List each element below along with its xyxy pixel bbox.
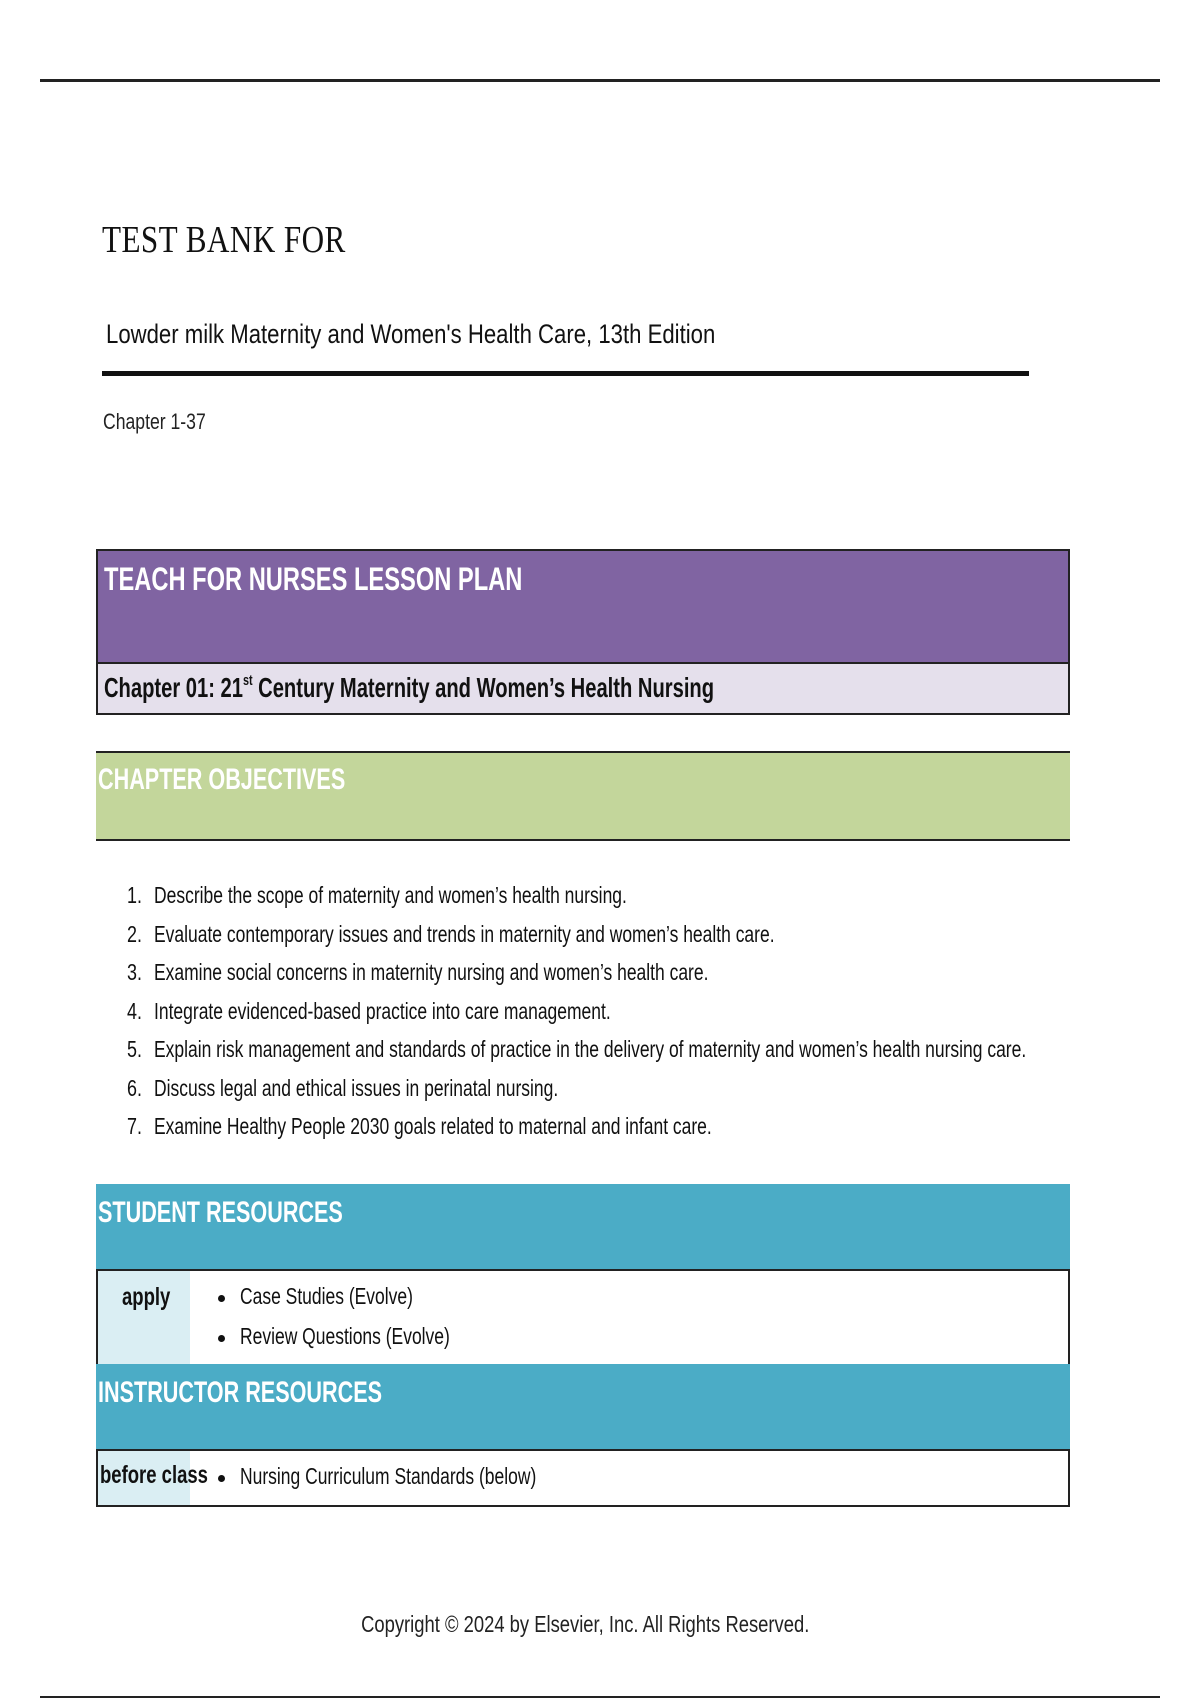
- student-resources-section: [96, 1184, 1070, 1364]
- resource-item-text: Nursing Curriculum Standards (below): [240, 1463, 537, 1489]
- instructor-resources-section: [96, 1364, 1070, 1507]
- bullet-icon: [218, 1335, 225, 1342]
- lesson-plan-header: [98, 551, 1068, 664]
- objective-text: Integrate evidenced-based practice into care management.: [154, 997, 611, 1024]
- chapter-heading: [104, 672, 714, 704]
- student-resources-label-cell: [98, 1271, 190, 1364]
- bottom-rule: [40, 1696, 1160, 1698]
- student-resources-label: apply: [122, 1283, 171, 1311]
- copyright-footer: Copyright © 2024 by Elsevier, Inc. All Rights Reserved.: [361, 1611, 810, 1637]
- objectives-header-box: [96, 751, 1070, 841]
- objective-number: 1.: [127, 882, 142, 908]
- objective-text: Examine Healthy People 2030 goals related to maternal and infant care.: [154, 1113, 712, 1139]
- objective-text: Explain risk management and standards of practice in the delivery of maternity and women’s health nursing care.: [154, 1036, 1027, 1062]
- objective-number: 6.: [127, 1074, 142, 1101]
- resource-item-text: Case Studies (Evolve): [240, 1283, 413, 1309]
- bullet-icon: [218, 1475, 225, 1482]
- instructor-resources-header-box: [96, 1364, 1070, 1451]
- objective-text: Evaluate contemporary issues and trends in maternity and women’s health care.: [154, 920, 775, 947]
- instructor-resources-header: INSTRUCTOR RESOURCES: [98, 1376, 383, 1409]
- student-resources-row: [96, 1271, 1070, 1364]
- objective-number: 3.: [127, 959, 142, 985]
- student-resources-header: STUDENT RESOURCES: [98, 1196, 343, 1229]
- objective-number: 2.: [127, 920, 142, 947]
- objective-text: Discuss legal and ethical issues in perinatal nursing.: [154, 1074, 559, 1101]
- chapter-heading-prefix: Chapter 01: 21: [104, 672, 243, 703]
- bullet-icon: [218, 1295, 225, 1302]
- chapter-heading-superscript: st: [242, 672, 253, 689]
- objective-number: 5.: [127, 1036, 142, 1062]
- instructor-resources-label: before class: [100, 1461, 208, 1489]
- student-resources-header-box: [96, 1184, 1070, 1271]
- lesson-plan-title: TEACH FOR NURSES LESSON PLAN: [104, 561, 523, 597]
- chapter-range: Chapter 1-37: [103, 409, 206, 434]
- instructor-resources-row: [96, 1451, 1070, 1507]
- objectives-header: CHAPTER OBJECTIVES: [98, 763, 346, 796]
- objective-number: 7.: [127, 1113, 142, 1139]
- resource-item-text: Review Questions (Evolve): [240, 1323, 450, 1349]
- title-underline: [102, 371, 1029, 376]
- book-title: Lowder milk Maternity and Women's Health Care, 13th Edition: [106, 319, 716, 349]
- objective-text: Examine social concerns in maternity nursing and women’s health care.: [154, 959, 709, 985]
- chapter-bar: [98, 664, 1068, 713]
- lesson-plan-box: [96, 549, 1070, 715]
- chapter-heading-suffix: Century Maternity and Women’s Health Nursing: [252, 672, 715, 703]
- document-title: TEST BANK FOR: [102, 219, 346, 261]
- top-rule: [40, 79, 1160, 82]
- instructor-resources-label-cell: [98, 1451, 208, 1505]
- objective-text: Describe the scope of maternity and women’s health nursing.: [154, 882, 627, 908]
- objective-number: 4.: [127, 997, 142, 1024]
